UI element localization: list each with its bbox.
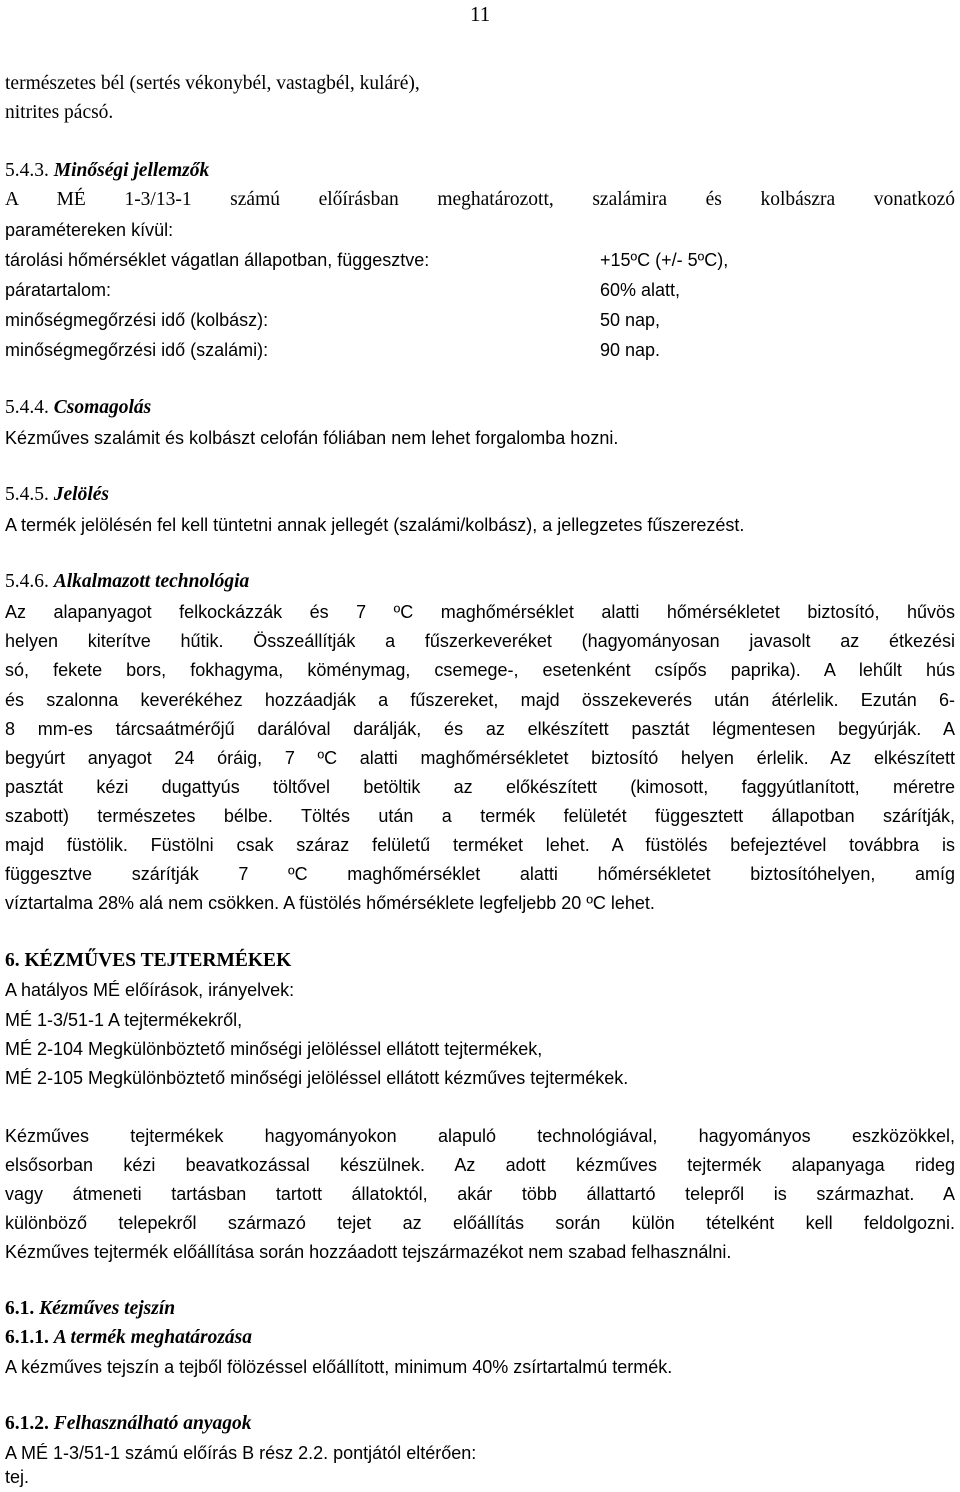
section-heading-5-4-4 xyxy=(5,394,955,422)
section-heading-6-1-2 xyxy=(5,1410,955,1438)
paragraph-line: szabott) természetes bélbe. Töltés után a termék felületét függesztett állapotban szárítják, xyxy=(5,806,955,826)
section-heading-5-4-3 xyxy=(5,157,955,185)
reference-item: MÉ 1-3/51-1 A tejtermékekről, xyxy=(5,1010,243,1030)
paragraph-line: paramétereken kívül: xyxy=(5,220,174,240)
param-value: +15ºC (+/- 5ºC), xyxy=(600,250,729,270)
paragraph-line: A kézműves tejszín a tejből fölözéssel előállított, minimum 40% zsírtartalmú termék. xyxy=(5,1357,673,1377)
paragraph-line: Kézműves tejtermék előállítása során hozzáadott tejszármazékot nem szabad felhasználni. xyxy=(5,1242,732,1262)
param-value: 50 nap, xyxy=(600,310,661,330)
paragraph-line: elsősorban kézi beavatkozással készülnek. Az adott kézműves tejtermék alapanyaga rideg xyxy=(5,1155,955,1175)
param-label: páratartalom: xyxy=(5,280,112,300)
section-number: 5.4.6. xyxy=(5,571,49,592)
paragraph-line: A MÉ 1-3/13-1 számú előírásban meghatározott, szalámira és kolbászra vonatkozó xyxy=(5,189,955,210)
param-label: minőségmegőrzési idő (szalámi): xyxy=(5,340,269,360)
paragraph-line: majd füstölik. Füstölni csak száraz felületű terméket lehet. A füstölés befejeztével továbbra is xyxy=(5,835,955,855)
param-row xyxy=(5,336,955,364)
chapter-title: 6. KÉZMŰVES TEJTERMÉKEK xyxy=(5,950,292,971)
param-value: 60% alatt, xyxy=(600,280,681,300)
section-number: 6.1. xyxy=(5,1298,35,1319)
section-heading-6-1-1 xyxy=(5,1324,955,1352)
section-heading-5-4-6 xyxy=(5,568,955,596)
section-title: Minőségi jellemzők xyxy=(53,160,210,181)
page-number: 11 xyxy=(470,2,491,26)
param-row xyxy=(5,276,955,304)
intro-line-1: természetes bél (sertés vékonybél, vastagbél, kuláré), xyxy=(5,73,420,94)
section-title: Csomagolás xyxy=(53,397,152,418)
section-number: 6.1.2. xyxy=(5,1413,49,1434)
reference-item: MÉ 2-104 Megkülönböztető minőségi jelöléssel ellátott tejtermékek, xyxy=(5,1039,543,1059)
section-number: 5.4.4. xyxy=(5,397,49,418)
paragraph-line: vagy átmeneti tartásban tartott állatoktól, akár több állattartó telepről is származhat. A xyxy=(5,1184,955,1204)
paragraph-line: A termék jelölésén fel kell tüntetni annak jellegét (szalámi/kolbász), a jellegzetes fűszerezést. xyxy=(5,515,745,535)
paragraph-line: pasztát kézi dugattyús töltővel betöltik az előkészített (kimosott, faggyútlanított, méretre xyxy=(5,777,955,797)
section-title: Felhasználható anyagok xyxy=(53,1413,252,1434)
paragraph-line: függesztve szárítják 7 ºC maghőmérséklet alatti hőmérsékletet biztosítóhelyen, amíg xyxy=(5,864,955,884)
section-heading-5-4-5 xyxy=(5,481,955,509)
reference-item: MÉ 2-105 Megkülönböztető minőségi jelöléssel ellátott kézműves tejtermékek. xyxy=(5,1068,629,1088)
paragraph-line: és szalonna keverékéhez hozzáadják a fűszereket, majd összekeverés után átérlelik. Ezután 6- xyxy=(5,690,955,710)
paragraph-line: begyúrt anyagot 24 óráig, 7 ºC alatti maghőmérsékletet biztosító helyen érlelik. Az elkészített xyxy=(5,748,955,768)
section-title: Alkalmazott technológia xyxy=(53,571,250,592)
paragraph-line: Kézműves szalámit és kolbászt celofán fóliában nem lehet forgalomba hozni. xyxy=(5,428,619,448)
param-row xyxy=(5,246,955,274)
paragraph-line: 8 mm-es tárcsaátmérőjű darálóval darálják, és az elkészített pasztát légmentesen begyúrják. A xyxy=(5,719,955,739)
paragraph-line: helyen kiterítve hűtik. Összeállítják a fűszerkeveréket (hagyományosan javasolt az étkezési xyxy=(5,631,955,651)
param-row xyxy=(5,306,955,334)
paragraph-line: Az alapanyagot felkockázzák és 7 ºC maghőmérséklet alatti hőmérsékletet biztosító, hűvös xyxy=(5,602,955,622)
paragraph-line: A MÉ 1-3/51-1 számú előírás B rész 2.2. pontjától eltérően: xyxy=(5,1443,477,1463)
section-title: Kézműves tejszín xyxy=(39,1298,176,1319)
paragraph-line: tej. xyxy=(5,1467,30,1487)
param-value: 90 nap. xyxy=(600,340,661,360)
paragraph-line: víztartalma 28% alá nem csökken. A füstölés hőmérséklete legfeljebb 20 ºC lehet. xyxy=(5,893,655,913)
paragraph-line: só, fekete bors, fokhagyma, köménymag, csemege-, esetenként csípős paprika). A lehűlt hús xyxy=(5,660,955,680)
paragraph-line: A hatályos MÉ előírások, irányelvek: xyxy=(5,980,295,1000)
section-title: A termék meghatározása xyxy=(53,1327,253,1348)
section-number: 5.4.3. xyxy=(5,160,49,181)
section-number: 6.1.1. xyxy=(5,1327,49,1348)
section-title: Jelölés xyxy=(53,484,109,505)
paragraph-line: Kézműves tejtermékek hagyományokon alapuló technológiával, hagyományos eszközökkel, xyxy=(5,1126,955,1146)
param-label: tárolási hőmérséklet vágatlan állapotban, függesztve: xyxy=(5,250,430,270)
param-label: minőségmegőrzési idő (kolbász): xyxy=(5,310,269,330)
intro-line-2: nitrites pácsó. xyxy=(5,102,114,123)
section-number: 5.4.5. xyxy=(5,484,49,505)
paragraph-line: különböző telepekről származó tejet az előállítás során külön tételként kell feldolgozni. xyxy=(5,1213,955,1233)
section-heading-6-1 xyxy=(5,1295,955,1323)
